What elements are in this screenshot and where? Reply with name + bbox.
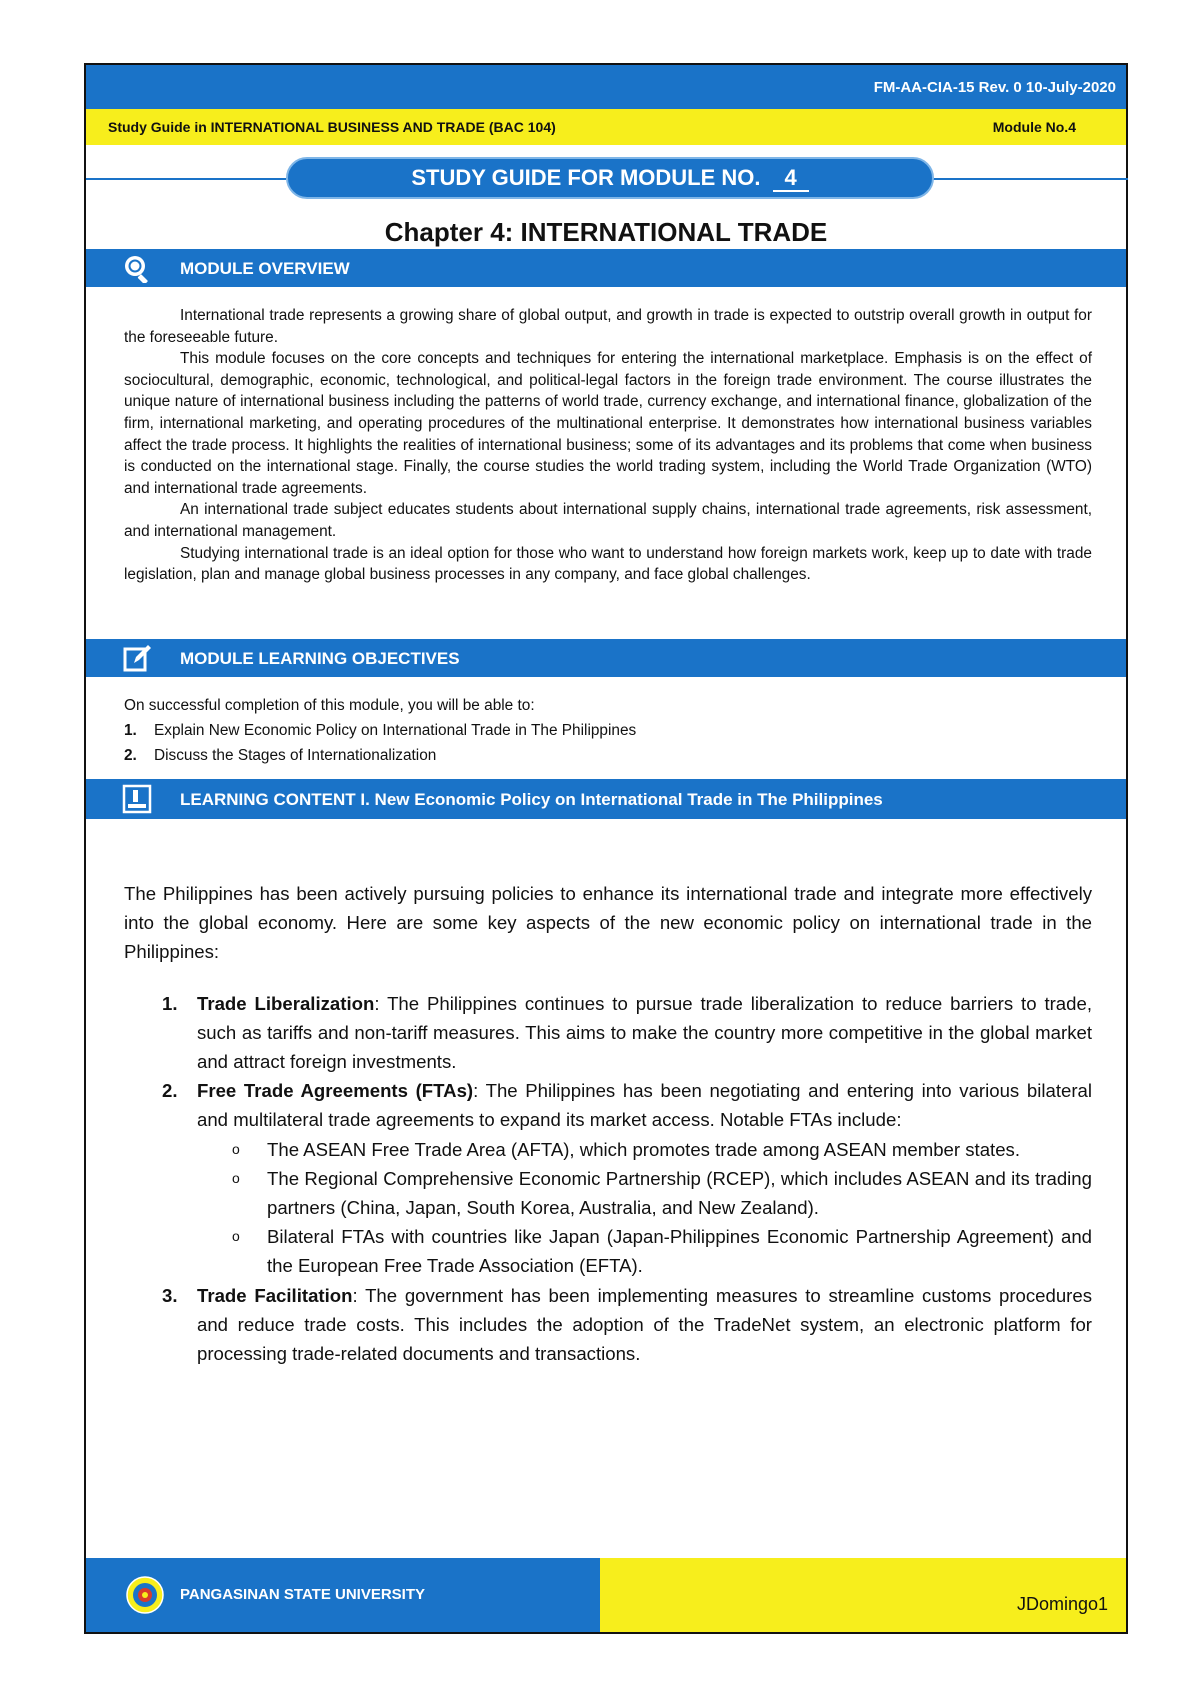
chapter-title: Chapter 4: INTERNATIONAL TRADE xyxy=(384,217,828,247)
objectives-title: MODULE LEARNING OBJECTIVES xyxy=(180,649,460,668)
header-blue-bar xyxy=(86,65,1126,109)
fta-bullet: o xyxy=(232,1140,240,1157)
overview-paragraph: International trade represents a growing share of global output, and growth in trade is expected to outstrip overall growth in output for the foreseeable future. xyxy=(124,307,1092,346)
university-seal-icon xyxy=(126,1576,164,1614)
learning-intro: The Philippines has been actively pursuing policies to enhance its international trade and integrate more effectively into the global economy. Here are some key aspects of the new economic policy on international trade in the Philippines: xyxy=(124,883,1092,963)
policy-item xyxy=(124,1281,1092,1369)
policy-term: Free Trade Agreements (FTAs) xyxy=(197,1080,474,1102)
banner-number: 4 xyxy=(773,166,809,192)
policy-number: 3. xyxy=(162,1284,178,1306)
fta-text: The ASEAN Free Trade Area (AFTA), which promotes trade among ASEAN member states. xyxy=(267,1138,1021,1160)
fta-item xyxy=(124,1222,1092,1280)
university-name: PANGASINAN STATE UNIVERSITY xyxy=(180,1586,426,1603)
banner-line-right xyxy=(932,178,1128,180)
objective-item xyxy=(124,743,1092,768)
magnifier-icon xyxy=(122,253,152,283)
overview-paragraph: An international trade subject educates students about international supply chains, international trade agreements, risk assessment, and international management. xyxy=(124,501,1092,540)
policy-text: : The government has been implementing measures to streamline customs procedures and reduce trade costs. This includes the adoption of the TradeNet system, an electronic platform for processing trade-related documents and transactions. xyxy=(197,1284,1093,1365)
footer-yellow xyxy=(600,1558,1126,1632)
objective-text: Explain New Economic Policy on International Trade in The Philippines xyxy=(154,722,637,739)
book-icon xyxy=(122,784,152,814)
policy-number: 2. xyxy=(162,1080,178,1102)
overview-body xyxy=(124,305,1092,586)
overview-paragraph: This module focuses on the core concepts and techniques for entering the international marketplace. Emphasis is on the effect of sociocultural, demographic, economic, technological, and political-legal factors in the foreign trade environment. The course illustrates the unique nature of international business including the patterns of world trade, currency exchange, and international finance, globalization of the firm, international marketing, and operating procedures of the multinational enterprise. It demonstrates how international business variables affect the trade process. It highlights the realities of international business; some of its advantages and its problems that come when business is conducted on the international stage. Finally, the course studies the world trading system, including the World Trade Organization (WTO) and international trade agreements. xyxy=(124,350,1092,497)
policy-term: Trade Liberalization xyxy=(197,992,375,1014)
policy-item xyxy=(124,1076,1092,1134)
study-guide-banner xyxy=(286,157,934,199)
fta-text: The Regional Comprehensive Economic Partnership (RCEP), which includes ASEAN and its trading partners (China, Japan, South Korea, Australia, and New Zealand). xyxy=(267,1167,1092,1219)
learning-content-title: LEARNING CONTENT I. New Economic Policy on International Trade in The Philippines xyxy=(180,790,883,809)
footer-blue xyxy=(86,1558,602,1632)
objective-number: 2. xyxy=(124,747,137,764)
policy-text: : The Philippines has been negotiating and entering into various bilateral and multilateral trade agreements to expand its market access. Notable FTAs include: xyxy=(197,1080,1092,1131)
objectives-intro: On successful completion of this module, you will be able to: xyxy=(124,697,535,714)
learning-content-body xyxy=(124,879,1092,1368)
page-frame xyxy=(84,63,1128,1634)
module-number: Module No.4 xyxy=(992,119,1076,135)
learning-content-bar xyxy=(86,779,1126,819)
objective-number: 1. xyxy=(124,722,137,739)
policy-item xyxy=(124,989,1092,1077)
header-yellow-bar xyxy=(86,109,1126,145)
fta-item xyxy=(124,1135,1092,1164)
banner-line-left xyxy=(86,178,286,180)
fta-text: Bilateral FTAs with countries like Japan (Japan-Philippines Economic Partnership Agreement) and the European Free Trade Association (EFTA). xyxy=(267,1226,1092,1277)
author-signature: JDomingo1 xyxy=(1016,1594,1108,1614)
study-guide-title: Study Guide in INTERNATIONAL BUSINESS AND TRADE (BAC 104) xyxy=(108,119,556,135)
objectives-list xyxy=(124,693,1092,768)
overview-paragraph: Studying international trade is an ideal option for those who want to understand how foreign markets work, keep up to date with trade legislation, plan and manage global business processes in any company, and face global challenges. xyxy=(124,544,1092,584)
objective-item xyxy=(124,718,1092,743)
fta-item xyxy=(124,1164,1092,1222)
objectives-section-bar xyxy=(86,639,1126,677)
banner-label: STUDY GUIDE FOR MODULE NO. xyxy=(411,165,761,190)
policy-text: : The Philippines continues to pursue trade liberalization to reduce barriers to trade, such as tariffs and non-tariff measures. This aims to make the country more competitive in the global market and attract foreign investments. xyxy=(197,992,1092,1073)
fta-bullet: o xyxy=(232,1169,240,1186)
overview-title: MODULE OVERVIEW xyxy=(180,259,350,278)
policy-term: Trade Facilitation xyxy=(197,1284,353,1306)
pencil-icon xyxy=(122,643,152,673)
fta-bullet: o xyxy=(232,1228,240,1245)
overview-section-bar xyxy=(86,249,1126,287)
objective-text: Discuss the Stages of Internationalization xyxy=(154,747,437,764)
form-code: FM-AA-CIA-15 Rev. 0 10-July-2020 xyxy=(873,79,1116,96)
policy-number: 1. xyxy=(162,992,178,1014)
